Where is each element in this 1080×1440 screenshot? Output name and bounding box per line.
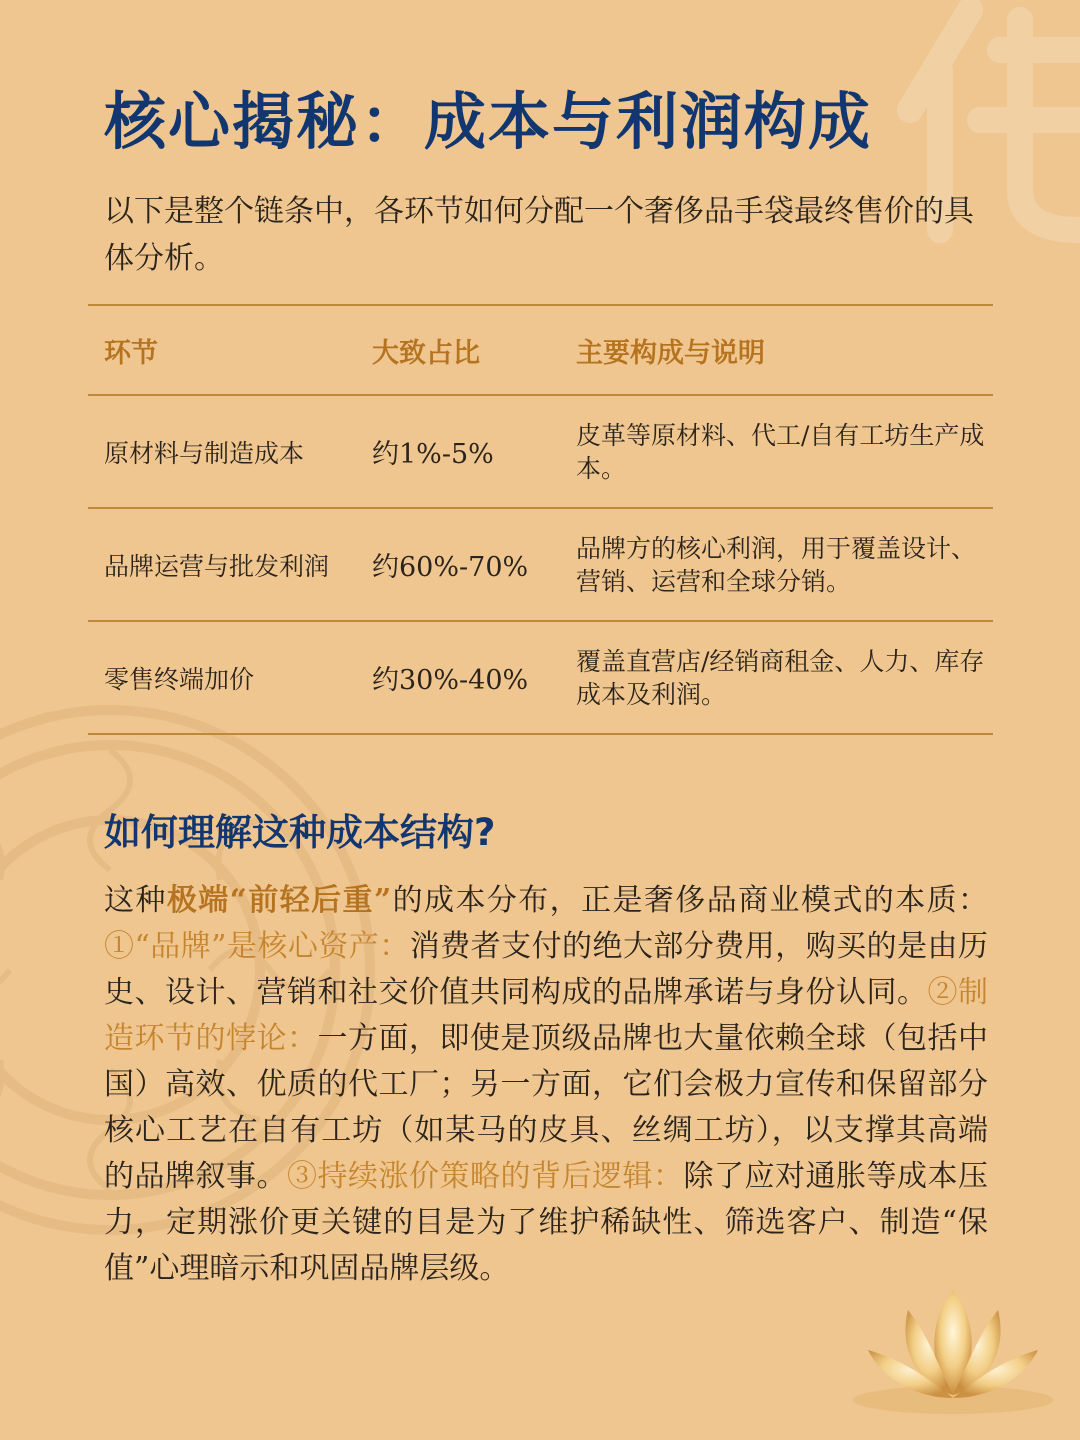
cell-desc: 覆盖直营店/经销商租金、人力、库存成本及利润。 <box>576 646 985 709</box>
page-title: 核心揭秘：成本与利润构成 <box>104 85 873 158</box>
header-share: 大致占比 <box>372 337 480 369</box>
cell-share: 约60%-70% <box>372 552 529 583</box>
cell-share: 约30%-40% <box>372 665 529 696</box>
body-text: 的成本分布，正是奢侈品商业模式的本质： <box>391 883 989 918</box>
cell-desc: 品牌方的核心利润，用于覆盖设计、营销、运营和全球分销。 <box>576 533 977 596</box>
intro-text: 以下是整个链条中，各环节如何分配一个奢侈品手袋最终售价的具体分析。 <box>104 194 974 276</box>
header-stage: 环节 <box>104 337 158 369</box>
cell-stage: 原材料与制造成本 <box>104 438 305 468</box>
table-header <box>88 306 993 396</box>
header-desc: 主要构成与说明 <box>576 337 765 369</box>
golden-lotus-icon <box>848 1270 1058 1420</box>
section-subtitle: 如何理解这种成本结构? <box>104 811 496 854</box>
cell-desc: 皮革等原材料、代工/自有工坊生产成本。 <box>576 420 985 483</box>
point-3-title: ③持续涨价策略的背后逻辑： <box>287 1159 684 1194</box>
table-row <box>88 622 993 735</box>
point-2-text: 一方面，即使是顶级品牌也大量依赖全球（包括中国）高效、优质的代工厂；另一方面，它们会极力宣传和保留部分核心工艺在自有工坊（如某马的皮具、丝绸工坊），以支撑其高端的品牌叙事。 <box>104 1021 988 1194</box>
cell-stage: 零售终端加价 <box>104 664 255 694</box>
cell-share: 约1%-5% <box>372 439 494 470</box>
cost-table <box>88 304 993 735</box>
body-paragraph <box>104 878 988 1292</box>
point-1-text: 消费者支付的绝大部分费用，购买的是由历史、设计、营销和社交价值共同构成的品牌承诺与身份认同。 <box>104 929 988 1010</box>
point-3-text: 除了应对通胀等成本压力，定期涨价更关键的目是为了维护稀缺性、筛选客户、制造“保值”心理暗示和巩固品牌层级。 <box>104 1159 988 1286</box>
body-text: 这种 <box>104 883 167 918</box>
table-row <box>88 509 993 622</box>
point-1-title: ①“品牌”是核心资产： <box>104 929 410 964</box>
point-2-title: ②制造环节的悖论： <box>104 975 988 1056</box>
body-highlight: 极端“前轻后重” <box>166 883 392 918</box>
cell-stage: 品牌运营与批发利润 <box>104 551 330 581</box>
table-row <box>88 396 993 509</box>
